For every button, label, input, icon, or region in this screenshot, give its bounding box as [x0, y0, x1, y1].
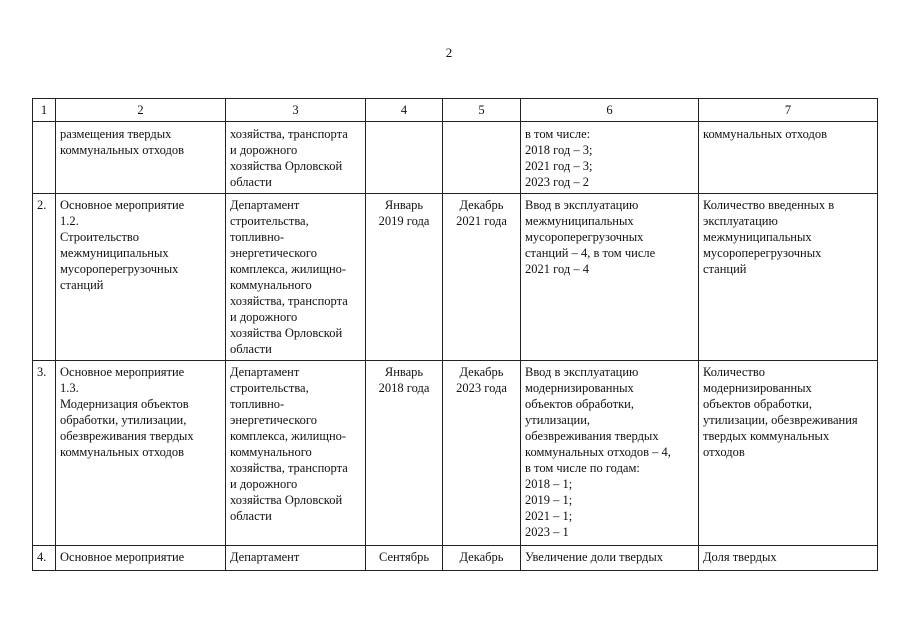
- cell-line: хозяйства Орловской: [230, 326, 343, 340]
- header-cell: 7: [699, 99, 878, 122]
- cell-line: Январь: [384, 198, 424, 212]
- cell-line: 1.2.: [60, 214, 79, 228]
- cell-line: топливно-: [230, 397, 285, 411]
- cell-line: топливно-: [230, 230, 285, 244]
- cell-line: области: [230, 509, 272, 523]
- header-cell: 4: [366, 99, 443, 122]
- event-cell: [56, 194, 226, 361]
- cell-line: 2021 года: [456, 214, 507, 228]
- cell-line: станций: [60, 278, 104, 292]
- cell-line: комплекса, жилищно-: [230, 262, 347, 276]
- row-number-cell: 4.: [33, 546, 56, 571]
- cell-line: 2019 года: [378, 214, 430, 228]
- header-cell: 2: [56, 99, 226, 122]
- result-cell: [521, 194, 699, 361]
- cell-line: коммунальных отходов: [60, 143, 184, 157]
- cell-line: Ввод в эксплуатацию: [525, 198, 639, 212]
- cell-line: 2023 – 1: [525, 525, 569, 539]
- cell-line: Количество: [703, 365, 765, 379]
- cell-line: Департамент: [230, 198, 300, 212]
- cell-line: Основное мероприятие: [60, 198, 185, 212]
- header-row: [33, 99, 878, 122]
- measures-table: [32, 98, 878, 571]
- cell-line: станций: [703, 262, 747, 276]
- cell-line: модернизированных: [703, 381, 812, 395]
- cell-line: Ввод в эксплуатацию: [525, 365, 639, 379]
- cell-line: обезвреживания твердых: [525, 429, 659, 443]
- cell-line: Количество введенных в: [703, 198, 835, 212]
- cell-line: мусороперегрузочных: [703, 246, 822, 260]
- cell-line: хозяйства, транспорта: [230, 461, 348, 475]
- indicator-cell: [699, 361, 878, 546]
- cell-line: 1.3.: [60, 381, 79, 395]
- cell-line: коммунального: [230, 445, 312, 459]
- cell-line: и дорожного: [230, 310, 298, 324]
- cell-line: Основное мероприятие: [60, 550, 185, 564]
- cell-line: 2021 год – 4: [525, 262, 589, 276]
- cell-line: мусороперегрузочных: [60, 262, 179, 276]
- cell-line: в том числе:: [525, 127, 591, 141]
- header-cell: 5: [443, 99, 521, 122]
- cell-line: Увеличение доли твердых: [525, 550, 664, 564]
- table-row: [33, 361, 878, 546]
- table-row: [33, 194, 878, 361]
- cell-line: Модернизация объектов: [60, 397, 189, 411]
- header-cell: 6: [521, 99, 699, 122]
- page-number: 2: [445, 45, 453, 60]
- cell-line: мусороперегрузочных: [525, 230, 644, 244]
- end-date-cell: [443, 194, 521, 361]
- cell-line: межмуниципальных: [525, 214, 634, 228]
- cell-line: эксплуатацию: [703, 214, 778, 228]
- cell-line: Департамент: [230, 550, 300, 564]
- cell-line: утилизации, обезвреживания: [703, 413, 858, 427]
- indicator-cell: [699, 122, 878, 194]
- event-cell: [56, 361, 226, 546]
- cell-line: утилизации,: [525, 413, 591, 427]
- event-cell: [56, 122, 226, 194]
- cell-line: 2023 год – 2: [525, 175, 589, 189]
- cell-line: и дорожного: [230, 143, 298, 157]
- cell-line: хозяйства Орловской: [230, 493, 343, 507]
- cell-line: Декабрь: [459, 198, 504, 212]
- cell-line: 2018 года: [378, 381, 430, 395]
- cell-line: строительства,: [230, 214, 309, 228]
- cell-line: 2018 – 1;: [525, 477, 573, 491]
- cell-line: коммунальных отходов – 4,: [525, 445, 671, 459]
- cell-line: станций – 4, в том числе: [525, 246, 656, 260]
- cell-line: Сентябрь: [378, 550, 430, 564]
- cell-line: размещения твердых: [60, 127, 172, 141]
- cell-line: в том числе по годам:: [525, 461, 640, 475]
- cell-line: 2023 года: [456, 381, 507, 395]
- cell-line: хозяйства, транспорта: [230, 294, 348, 308]
- executor-cell: [226, 361, 366, 546]
- end-date-cell: [443, 361, 521, 546]
- executor-cell: [226, 122, 366, 194]
- cell-line: и дорожного: [230, 477, 298, 491]
- cell-line: 2019 – 1;: [525, 493, 573, 507]
- event-cell: [56, 546, 226, 571]
- cell-line: хозяйства, транспорта: [230, 127, 348, 141]
- cell-line: 2021 – 1;: [525, 509, 573, 523]
- cell-line: Основное мероприятие: [60, 365, 185, 379]
- cell-line: объектов обработки,: [703, 397, 812, 411]
- indicator-cell: [699, 546, 878, 571]
- cell-line: энергетического: [230, 413, 317, 427]
- cell-line: твердых коммунальных: [703, 429, 830, 443]
- cell-line: 2018 год – 3;: [525, 143, 593, 157]
- row-number-cell: 2.: [33, 194, 56, 361]
- header-cell: 1: [33, 99, 56, 122]
- header-cell: 3: [226, 99, 366, 122]
- cell-line: комплекса, жилищно-: [230, 429, 347, 443]
- cell-line: области: [230, 175, 272, 189]
- row-number-cell: [33, 122, 56, 194]
- start-date-cell: [366, 546, 443, 571]
- row-number-cell: 3.: [33, 361, 56, 546]
- cell-line: обработки, утилизации,: [60, 413, 187, 427]
- cell-line: межмуниципальных: [60, 246, 169, 260]
- end-date-cell: [443, 122, 521, 194]
- cell-line: Строительство: [60, 230, 140, 244]
- cell-line: коммунальных отходов: [703, 127, 827, 141]
- end-date-cell: [443, 546, 521, 571]
- start-date-cell: [366, 361, 443, 546]
- executor-cell: [226, 546, 366, 571]
- cell-line: Декабрь: [459, 550, 504, 564]
- start-date-cell: [366, 122, 443, 194]
- cell-line: энергетического: [230, 246, 317, 260]
- cell-line: Департамент: [230, 365, 300, 379]
- cell-line: хозяйства Орловской: [230, 159, 343, 173]
- executor-cell: [226, 194, 366, 361]
- cell-line: коммунальных отходов: [60, 445, 184, 459]
- cell-line: строительства,: [230, 381, 309, 395]
- cell-line: Январь: [384, 365, 424, 379]
- table-row: [33, 122, 878, 194]
- cell-line: 2021 год – 3;: [525, 159, 593, 173]
- indicator-cell: [699, 194, 878, 361]
- cell-line: Доля твердых: [703, 550, 777, 564]
- table-row: [33, 546, 878, 571]
- cell-line: Декабрь: [459, 365, 504, 379]
- result-cell: [521, 122, 699, 194]
- cell-line: области: [230, 342, 272, 356]
- cell-line: объектов обработки,: [525, 397, 634, 411]
- cell-line: модернизированных: [525, 381, 634, 395]
- cell-line: коммунального: [230, 278, 312, 292]
- cell-line: межмуниципальных: [703, 230, 812, 244]
- start-date-cell: [366, 194, 443, 361]
- cell-line: отходов: [703, 445, 745, 459]
- result-cell: [521, 361, 699, 546]
- result-cell: [521, 546, 699, 571]
- cell-line: обезвреживания твердых: [60, 429, 194, 443]
